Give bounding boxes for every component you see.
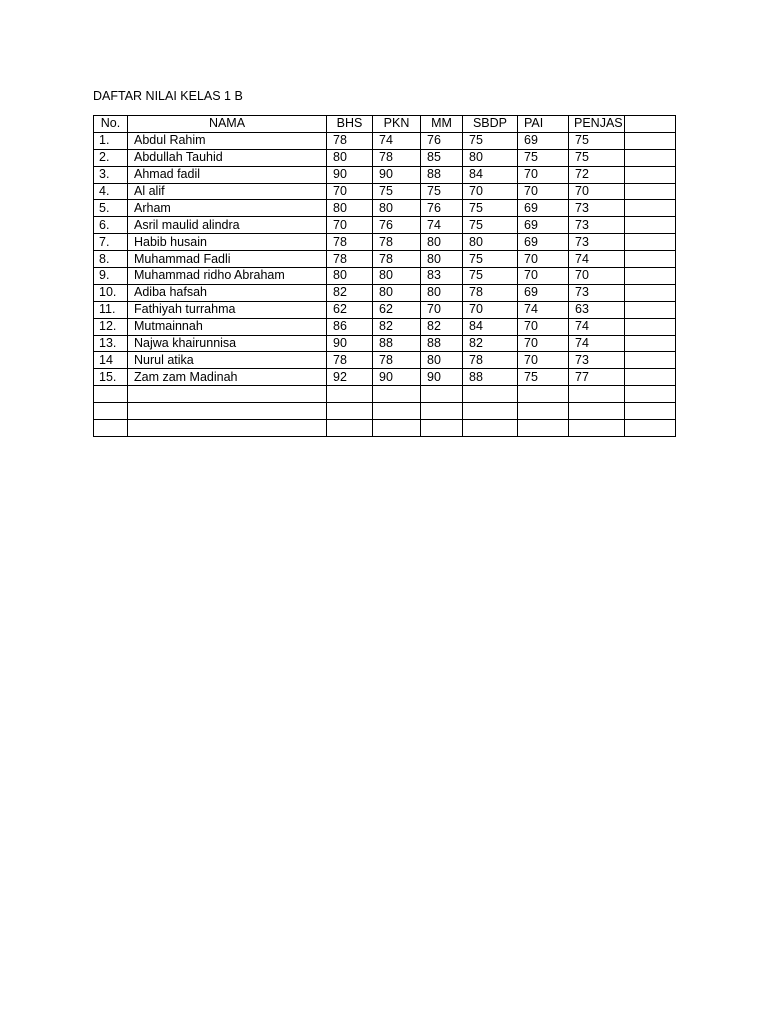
cell-sbdp: 88: [463, 369, 518, 386]
cell-bhs: 70: [327, 217, 373, 234]
header-cell-sbdp: SBDP: [463, 116, 518, 133]
cell-penjas: 74: [569, 251, 625, 268]
cell-penjas: 73: [569, 234, 625, 251]
cell-penjas: 73: [569, 200, 625, 217]
cell-pkn: 78: [373, 352, 421, 369]
cell-sbdp: 75: [463, 251, 518, 268]
cell-no: [94, 403, 128, 420]
header-cell-pkn: PKN: [373, 116, 421, 133]
table-row: [94, 217, 676, 234]
cell-extra: [625, 132, 676, 149]
cell-nama: Adiba hafsah: [128, 284, 327, 301]
cell-bhs: 90: [327, 166, 373, 183]
cell-pkn: [373, 420, 421, 437]
cell-extra: [625, 335, 676, 352]
cell-mm: 80: [421, 251, 463, 268]
cell-no: 8.: [94, 251, 128, 268]
cell-sbdp: 78: [463, 284, 518, 301]
cell-sbdp: 75: [463, 217, 518, 234]
table-row: [94, 284, 676, 301]
cell-pkn: 80: [373, 200, 421, 217]
cell-pai: 69: [518, 200, 569, 217]
table-row: [94, 335, 676, 352]
cell-extra: [625, 234, 676, 251]
cell-pai: 69: [518, 234, 569, 251]
cell-mm: 88: [421, 335, 463, 352]
cell-bhs: 82: [327, 284, 373, 301]
cell-no: 12.: [94, 318, 128, 335]
cell-bhs: 80: [327, 268, 373, 285]
cell-nama: Abdullah Tauhid: [128, 149, 327, 166]
cell-bhs: 78: [327, 251, 373, 268]
cell-no: 2.: [94, 149, 128, 166]
cell-nama: Muhammad ridho Abraham: [128, 268, 327, 285]
table-row: [94, 318, 676, 335]
cell-extra: [625, 369, 676, 386]
cell-penjas: 77: [569, 369, 625, 386]
cell-mm: 75: [421, 183, 463, 200]
cell-extra: [625, 318, 676, 335]
table-header-row: [94, 116, 676, 133]
cell-bhs: 62: [327, 301, 373, 318]
cell-no: 14: [94, 352, 128, 369]
cell-bhs: 90: [327, 335, 373, 352]
cell-pai: 70: [518, 318, 569, 335]
cell-extra: [625, 183, 676, 200]
cell-penjas: 70: [569, 183, 625, 200]
cell-pai: 69: [518, 217, 569, 234]
cell-penjas: [569, 386, 625, 403]
cell-pai: 70: [518, 335, 569, 352]
cell-no: 1.: [94, 132, 128, 149]
cell-sbdp: [463, 403, 518, 420]
cell-nama: Zam zam Madinah: [128, 369, 327, 386]
cell-pai: 70: [518, 166, 569, 183]
cell-penjas: 74: [569, 318, 625, 335]
cell-bhs: [327, 386, 373, 403]
cell-pkn: 90: [373, 166, 421, 183]
cell-no: 4.: [94, 183, 128, 200]
cell-extra: [625, 217, 676, 234]
cell-mm: 80: [421, 284, 463, 301]
cell-pkn: 78: [373, 234, 421, 251]
table-row: [94, 386, 676, 403]
cell-pkn: 75: [373, 183, 421, 200]
cell-sbdp: 75: [463, 132, 518, 149]
cell-bhs: [327, 420, 373, 437]
cell-penjas: 72: [569, 166, 625, 183]
cell-bhs: 70: [327, 183, 373, 200]
header-cell-penjas: PENJAS: [569, 116, 625, 133]
cell-pkn: 74: [373, 132, 421, 149]
cell-bhs: 78: [327, 352, 373, 369]
cell-sbdp: 70: [463, 301, 518, 318]
grades-table: [93, 115, 676, 437]
cell-mm: 90: [421, 369, 463, 386]
cell-nama: Habib husain: [128, 234, 327, 251]
cell-bhs: 92: [327, 369, 373, 386]
cell-pkn: 80: [373, 284, 421, 301]
cell-penjas: 74: [569, 335, 625, 352]
cell-pkn: 76: [373, 217, 421, 234]
document-title: DAFTAR NILAI KELAS 1 B: [93, 89, 243, 103]
table-row: [94, 268, 676, 285]
cell-nama: [128, 403, 327, 420]
cell-extra: [625, 301, 676, 318]
cell-bhs: 86: [327, 318, 373, 335]
table-row: [94, 166, 676, 183]
header-cell-extra: [625, 116, 676, 133]
cell-extra: [625, 268, 676, 285]
cell-pai: 70: [518, 268, 569, 285]
cell-pkn: 80: [373, 268, 421, 285]
cell-no: 6.: [94, 217, 128, 234]
cell-nama: [128, 420, 327, 437]
cell-bhs: 78: [327, 132, 373, 149]
cell-no: 15.: [94, 369, 128, 386]
header-cell-bhs: BHS: [327, 116, 373, 133]
cell-no: 13.: [94, 335, 128, 352]
cell-extra: [625, 284, 676, 301]
table-row: [94, 251, 676, 268]
cell-nama: Muhammad Fadli: [128, 251, 327, 268]
cell-mm: [421, 386, 463, 403]
cell-mm: [421, 403, 463, 420]
cell-no: [94, 420, 128, 437]
cell-pai: 69: [518, 132, 569, 149]
cell-penjas: [569, 420, 625, 437]
cell-pai: 70: [518, 183, 569, 200]
cell-no: [94, 386, 128, 403]
cell-no: 10.: [94, 284, 128, 301]
cell-nama: Ahmad fadil: [128, 166, 327, 183]
cell-mm: 70: [421, 301, 463, 318]
cell-extra: [625, 403, 676, 420]
table-row: [94, 301, 676, 318]
grades-table-body: [94, 116, 676, 437]
cell-sbdp: 75: [463, 200, 518, 217]
header-cell-mm: MM: [421, 116, 463, 133]
cell-extra: [625, 200, 676, 217]
cell-pai: [518, 386, 569, 403]
cell-nama: Mutmainnah: [128, 318, 327, 335]
cell-nama: Nurul atika: [128, 352, 327, 369]
cell-pai: [518, 420, 569, 437]
table-row: [94, 200, 676, 217]
cell-extra: [625, 166, 676, 183]
table-row: [94, 352, 676, 369]
cell-nama: Abdul Rahim: [128, 132, 327, 149]
cell-penjas: 75: [569, 132, 625, 149]
cell-no: 11.: [94, 301, 128, 318]
cell-nama: Asril maulid alindra: [128, 217, 327, 234]
cell-mm: 76: [421, 132, 463, 149]
cell-mm: 88: [421, 166, 463, 183]
cell-nama: Arham: [128, 200, 327, 217]
cell-pai: 70: [518, 251, 569, 268]
cell-extra: [625, 352, 676, 369]
cell-extra: [625, 420, 676, 437]
cell-sbdp: [463, 420, 518, 437]
cell-bhs: [327, 403, 373, 420]
cell-sbdp: [463, 386, 518, 403]
cell-penjas: 73: [569, 217, 625, 234]
cell-sbdp: 70: [463, 183, 518, 200]
cell-pai: 75: [518, 149, 569, 166]
cell-nama: Fathiyah turrahma: [128, 301, 327, 318]
cell-pai: [518, 403, 569, 420]
cell-mm: 80: [421, 352, 463, 369]
cell-bhs: 80: [327, 149, 373, 166]
cell-pai: 70: [518, 352, 569, 369]
cell-mm: 83: [421, 268, 463, 285]
header-cell-pai: PAI: [518, 116, 569, 133]
cell-extra: [625, 386, 676, 403]
cell-mm: 85: [421, 149, 463, 166]
cell-penjas: 73: [569, 352, 625, 369]
cell-sbdp: 80: [463, 234, 518, 251]
cell-no: 7.: [94, 234, 128, 251]
cell-mm: 82: [421, 318, 463, 335]
table-row: [94, 149, 676, 166]
cell-no: 9.: [94, 268, 128, 285]
cell-pkn: 62: [373, 301, 421, 318]
cell-mm: 76: [421, 200, 463, 217]
cell-pkn: 78: [373, 149, 421, 166]
cell-bhs: 78: [327, 234, 373, 251]
cell-pkn: 88: [373, 335, 421, 352]
cell-mm: 80: [421, 234, 463, 251]
cell-sbdp: 84: [463, 166, 518, 183]
cell-nama: Al alif: [128, 183, 327, 200]
cell-pai: 75: [518, 369, 569, 386]
cell-sbdp: 84: [463, 318, 518, 335]
cell-pkn: 78: [373, 251, 421, 268]
cell-sbdp: 75: [463, 268, 518, 285]
cell-sbdp: 80: [463, 149, 518, 166]
cell-penjas: 73: [569, 284, 625, 301]
cell-penjas: 75: [569, 149, 625, 166]
table-row: [94, 369, 676, 386]
cell-no: 3.: [94, 166, 128, 183]
table-row: [94, 234, 676, 251]
header-cell-nama: NAMA: [128, 116, 327, 133]
cell-mm: 74: [421, 217, 463, 234]
header-cell-no: No.: [94, 116, 128, 133]
cell-pkn: 82: [373, 318, 421, 335]
cell-bhs: 80: [327, 200, 373, 217]
cell-nama: Najwa khairunnisa: [128, 335, 327, 352]
cell-penjas: 63: [569, 301, 625, 318]
cell-penjas: [569, 403, 625, 420]
cell-nama: [128, 386, 327, 403]
table-row: [94, 403, 676, 420]
table-row: [94, 132, 676, 149]
cell-pkn: [373, 403, 421, 420]
cell-sbdp: 82: [463, 335, 518, 352]
cell-sbdp: 78: [463, 352, 518, 369]
cell-pai: 69: [518, 284, 569, 301]
cell-mm: [421, 420, 463, 437]
cell-no: 5.: [94, 200, 128, 217]
cell-pkn: 90: [373, 369, 421, 386]
cell-extra: [625, 149, 676, 166]
cell-pai: 74: [518, 301, 569, 318]
table-row: [94, 183, 676, 200]
cell-extra: [625, 251, 676, 268]
cell-pkn: [373, 386, 421, 403]
cell-penjas: 70: [569, 268, 625, 285]
table-row: [94, 420, 676, 437]
